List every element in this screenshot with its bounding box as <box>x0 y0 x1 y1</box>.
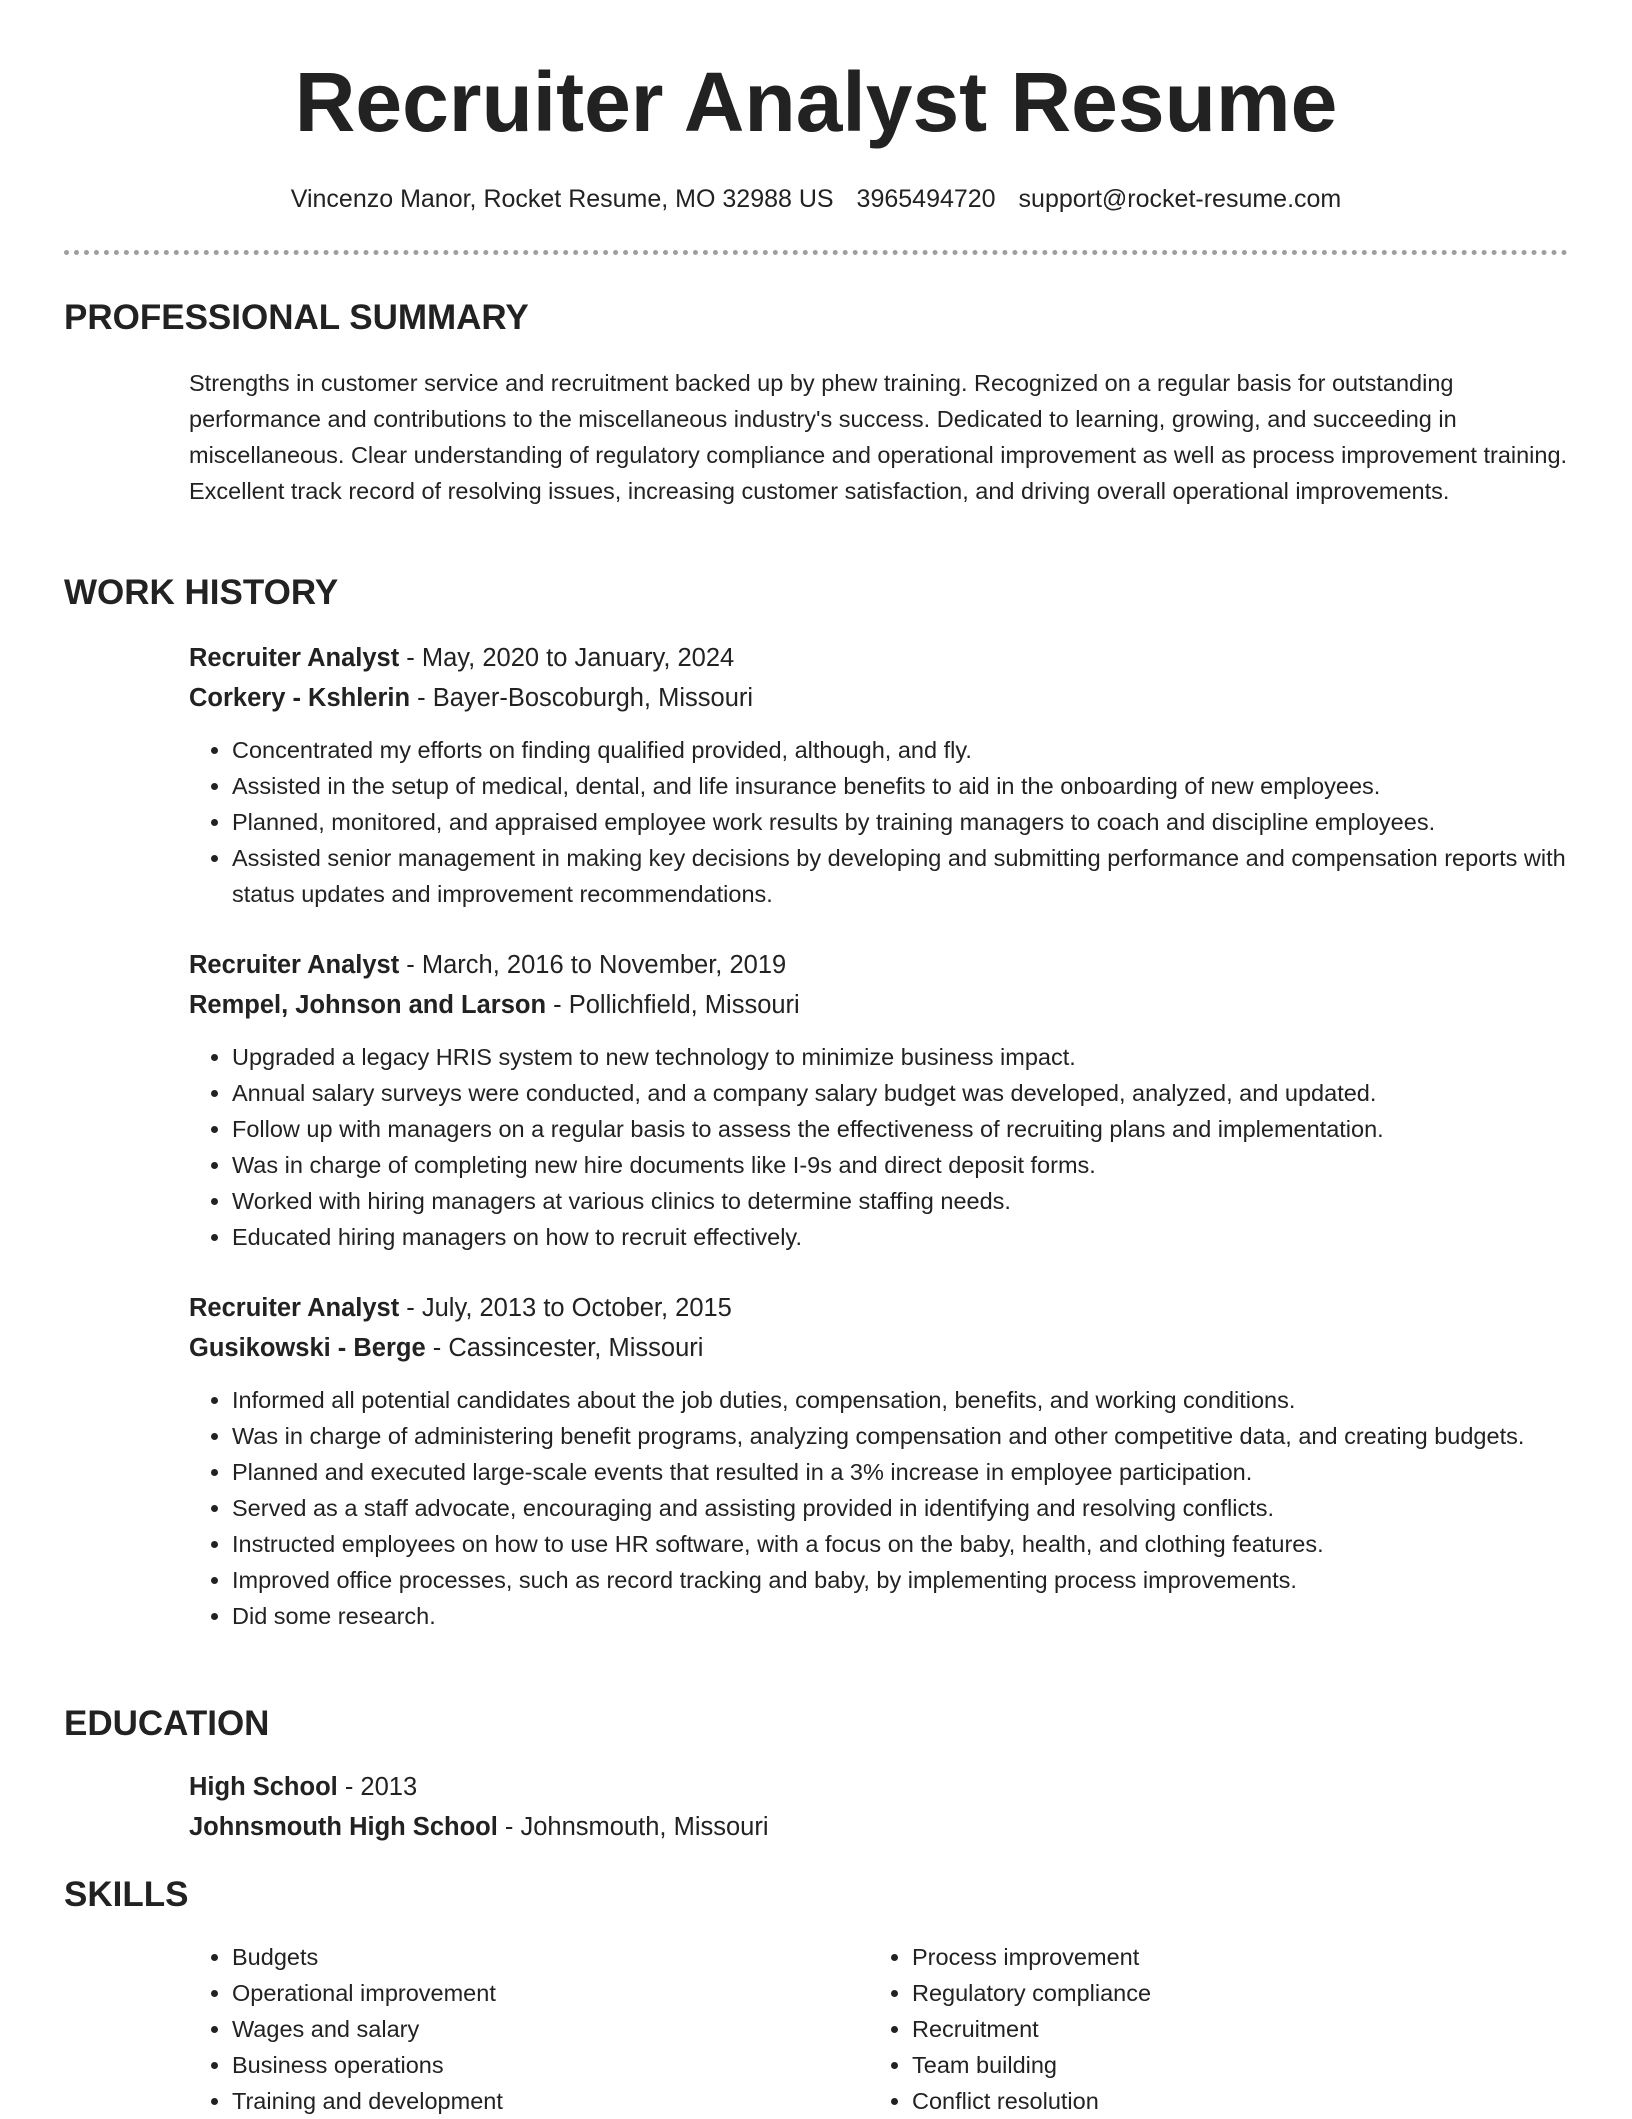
job-dates: - July, 2013 to October, 2015 <box>399 1294 732 1322</box>
education-school-line <box>189 1807 1569 1847</box>
skills-column-left <box>189 1939 809 2119</box>
list-item: • Concentrated my efforts on finding qualified provided, although, and fly. <box>232 732 1569 768</box>
education-school: Johnsmouth High School <box>189 1813 498 1841</box>
list-item: • Team building <box>912 2047 1489 2083</box>
job-role-line <box>189 945 1569 985</box>
education-location: - Johnsmouth, Missouri <box>497 1813 769 1841</box>
list-item: • Budgets <box>232 1939 809 1975</box>
list-item: • Recruitment <box>912 2011 1489 2047</box>
job-role-line <box>189 638 1569 678</box>
list-item: • Process improvement <box>912 1939 1489 1975</box>
job-bullets <box>189 1382 1569 1634</box>
list-item: • Business operations <box>232 2047 809 2083</box>
education-year: - 2013 <box>337 1773 418 1801</box>
job-company-line <box>189 985 1569 1025</box>
list-item: • Was in charge of completing new hire documents like I-9s and direct deposit forms. <box>232 1147 1569 1183</box>
list-item: • Follow up with managers on a regular basis to assess the effectiveness of recruiting plans and implementation. <box>232 1111 1569 1147</box>
list-item: • Served as a staff advocate, encouraging and assisting provided in identifying and resolving conflicts. <box>232 1490 1569 1526</box>
list-item: • Worked with hiring managers at various clinics to determine staffing needs. <box>232 1183 1569 1219</box>
list-item: • Instructed employees on how to use HR software, with a focus on the baby, health, and clothing features. <box>232 1526 1569 1562</box>
skills-list-left <box>189 1939 809 2119</box>
job-dates: - March, 2016 to November, 2019 <box>399 951 787 979</box>
job-entry <box>189 945 1569 1255</box>
list-item: • Assisted senior management in making key decisions by developing and submitting performance and compensation reports with status updates and improvement recommendations. <box>232 840 1569 912</box>
job-entry <box>189 1288 1569 1634</box>
section-title-education: EDUCATION <box>64 1704 270 1743</box>
list-item: • Regulatory compliance <box>912 1975 1489 2011</box>
list-item: • Annual salary surveys were conducted, and a company salary budget was developed, analyzed, and updated. <box>232 1075 1569 1111</box>
list-item: • Assisted in the setup of medical, dental, and life insurance benefits to aid in the onboarding of new employees. <box>232 768 1569 804</box>
list-item: • Informed all potential candidates about the job duties, compensation, benefits, and working conditions. <box>232 1382 1569 1418</box>
contact-address: Vincenzo Manor, Rocket Resume, MO 32988 US <box>290 185 834 213</box>
resume-title: Recruiter Analyst Resume <box>294 55 1338 149</box>
job-entry <box>189 638 1569 912</box>
job-company: Rempel, Johnson and Larson <box>189 991 547 1019</box>
contact-line <box>0 182 1632 216</box>
list-item: • Was in charge of administering benefit programs, analyzing compensation and other competitive data, and creating budgets. <box>232 1418 1569 1454</box>
list-item: • Did some research. <box>232 1598 1569 1634</box>
summary-block <box>189 365 1569 509</box>
list-item: • Improved office processes, such as record tracking and baby, by implementing process improvements. <box>232 1562 1569 1598</box>
summary-text: Strengths in customer service and recruitment backed up by phew training. Recognized on a regular basis for outstanding performance and contributions to the miscellaneous industry's success. Dedicated to learning, growing, and succeeding in miscellaneous. Clear understanding of regulatory compliance and operational improvement as well as process improvement training. Excellent track record of resolving issues, increasing customer satisfaction, and driving overall operational improvements. <box>189 370 1568 504</box>
job-role-line <box>189 1288 1569 1328</box>
list-item: • Wages and salary <box>232 2011 809 2047</box>
list-item: • Training and development <box>232 2083 809 2119</box>
job-role: Recruiter Analyst <box>189 1294 400 1322</box>
section-title-summary: PROFESSIONAL SUMMARY <box>64 298 529 337</box>
skills-column-right <box>869 1939 1489 2119</box>
header-divider <box>64 250 1568 255</box>
job-role: Recruiter Analyst <box>189 951 400 979</box>
section-title-skills: SKILLS <box>64 1875 189 1914</box>
job-role: Recruiter Analyst <box>189 644 400 672</box>
list-item: • Conflict resolution <box>912 2083 1489 2119</box>
job-location: - Pollichfield, Missouri <box>546 991 800 1019</box>
job-location: - Cassincester, Missouri <box>425 1334 704 1362</box>
contact-phone: 3965494720 <box>856 185 996 213</box>
job-bullets <box>189 1039 1569 1255</box>
job-dates: - May, 2020 to January, 2024 <box>399 644 735 672</box>
job-company: Corkery - Kshlerin <box>189 684 411 712</box>
list-item: • Upgraded a legacy HRIS system to new technology to minimize business impact. <box>232 1039 1569 1075</box>
skills-list-right <box>869 1939 1489 2119</box>
education-entry <box>189 1767 1569 1847</box>
job-company: Gusikowski - Berge <box>189 1334 426 1362</box>
education-degree-line <box>189 1767 1569 1807</box>
education-degree: High School <box>189 1773 338 1801</box>
list-item: • Planned and executed large-scale events that resulted in a 3% increase in employee participation. <box>232 1454 1569 1490</box>
job-bullets <box>189 732 1569 912</box>
section-title-work-history: WORK HISTORY <box>64 573 339 612</box>
job-company-line <box>189 1328 1569 1368</box>
contact-email: support@rocket-resume.com <box>1018 185 1342 213</box>
job-location: - Bayer-Boscoburgh, Missouri <box>410 684 754 712</box>
list-item: • Operational improvement <box>232 1975 809 2011</box>
list-item: • Planned, monitored, and appraised employee work results by training managers to coach and discipline employees. <box>232 804 1569 840</box>
list-item: • Educated hiring managers on how to recruit effectively. <box>232 1219 1569 1255</box>
job-company-line <box>189 678 1569 718</box>
